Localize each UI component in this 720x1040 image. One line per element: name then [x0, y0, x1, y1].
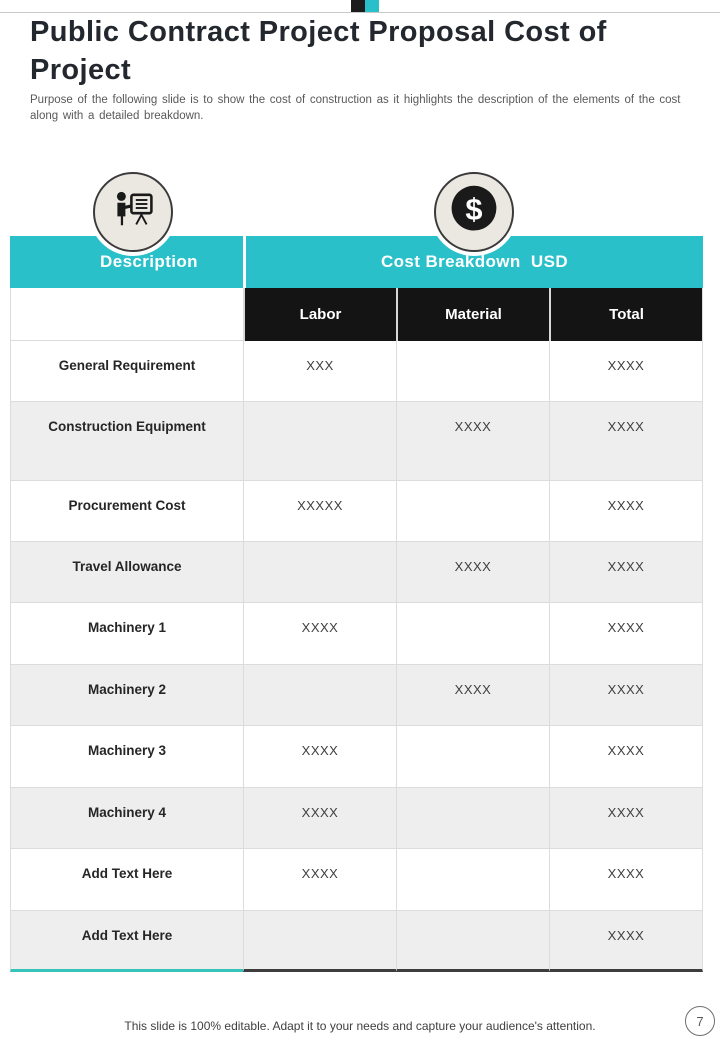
description-badge: [93, 172, 173, 252]
table-row: [10, 481, 703, 542]
material-cell: [396, 788, 549, 848]
material-cell: [396, 726, 549, 787]
table-row: [10, 402, 703, 481]
description-cell: Machinery 1: [10, 603, 243, 664]
description-cell: Travel Allowance: [10, 542, 243, 602]
material-cell: XXXX: [396, 402, 549, 480]
material-cell: [396, 481, 549, 541]
page-title: Public Contract Project Proposal Cost of Project: [30, 16, 607, 86]
table-row: [10, 911, 703, 972]
total-cell: XXXX: [549, 542, 703, 602]
description-cell: Construction Equipment: [10, 402, 243, 480]
subheader-empty-cell: [10, 288, 243, 341]
labor-cell: XXXXX: [243, 481, 396, 541]
description-cell: Machinery 2: [10, 665, 243, 725]
labor-cell: XXXX: [243, 603, 396, 664]
total-cell: XXXX: [549, 341, 703, 401]
total-cell: XXXX: [549, 603, 703, 664]
svg-text:$: $: [465, 190, 483, 226]
material-cell: [396, 603, 549, 664]
table-subheader-row: [10, 288, 703, 341]
labor-cell: [243, 911, 396, 972]
page-subtitle: Purpose of the following slide is to show the cost of construction as it highlights the description of the elements of the cost along with a detailed breakdown.: [30, 94, 681, 122]
material-cell: XXXX: [396, 542, 549, 602]
total-cell: XXXX: [549, 911, 703, 972]
dollar-icon: [446, 182, 502, 243]
footer-note: This slide is 100% editable. Adapt it to your needs and capture your audience's attention.: [124, 1019, 596, 1033]
labor-cell: [243, 402, 396, 480]
labor-cell: [243, 665, 396, 725]
description-cell: Machinery 4: [10, 788, 243, 848]
cost-breakdown-header: Cost Breakdown USD: [246, 236, 703, 288]
total-cell: XXXX: [549, 665, 703, 725]
table-row: [10, 341, 703, 402]
description-cell: Procurement Cost: [10, 481, 243, 541]
labor-cell: XXXX: [243, 788, 396, 848]
total-cell: XXXX: [549, 402, 703, 480]
total-column-header: Total: [549, 288, 703, 341]
top-accent-black-square: [351, 0, 365, 12]
table-row: [10, 542, 703, 603]
cost-badge: [434, 172, 514, 252]
description-cell: Add Text Here: [10, 849, 243, 910]
table-row: [10, 665, 703, 726]
page-number: 7: [696, 1013, 704, 1029]
material-cell: [396, 341, 549, 401]
material-cell: [396, 849, 549, 910]
total-cell: XXXX: [549, 849, 703, 910]
table-row: [10, 603, 703, 665]
labor-cell: [243, 542, 396, 602]
cost-table: [10, 236, 703, 972]
top-accent-teal-square: [365, 0, 379, 12]
labor-column-header: Labor: [243, 288, 396, 341]
description-cell: Add Text Here: [10, 911, 243, 972]
labor-cell: XXXX: [243, 849, 396, 910]
description-cell: General Requirement: [10, 341, 243, 401]
total-cell: XXXX: [549, 726, 703, 787]
description-header: Description: [10, 236, 243, 288]
material-column-header: Material: [396, 288, 549, 341]
table-row: [10, 849, 703, 911]
description-cell: Machinery 3: [10, 726, 243, 787]
material-cell: XXXX: [396, 665, 549, 725]
labor-cell: XXXX: [243, 726, 396, 787]
labor-cell: XXX: [243, 341, 396, 401]
total-cell: XXXX: [549, 788, 703, 848]
material-cell: [396, 911, 549, 972]
table-row: [10, 726, 703, 788]
total-cell: XXXX: [549, 481, 703, 541]
table-row: [10, 788, 703, 849]
page-number-badge: [685, 1006, 715, 1036]
presentation-board-icon: [109, 186, 157, 239]
